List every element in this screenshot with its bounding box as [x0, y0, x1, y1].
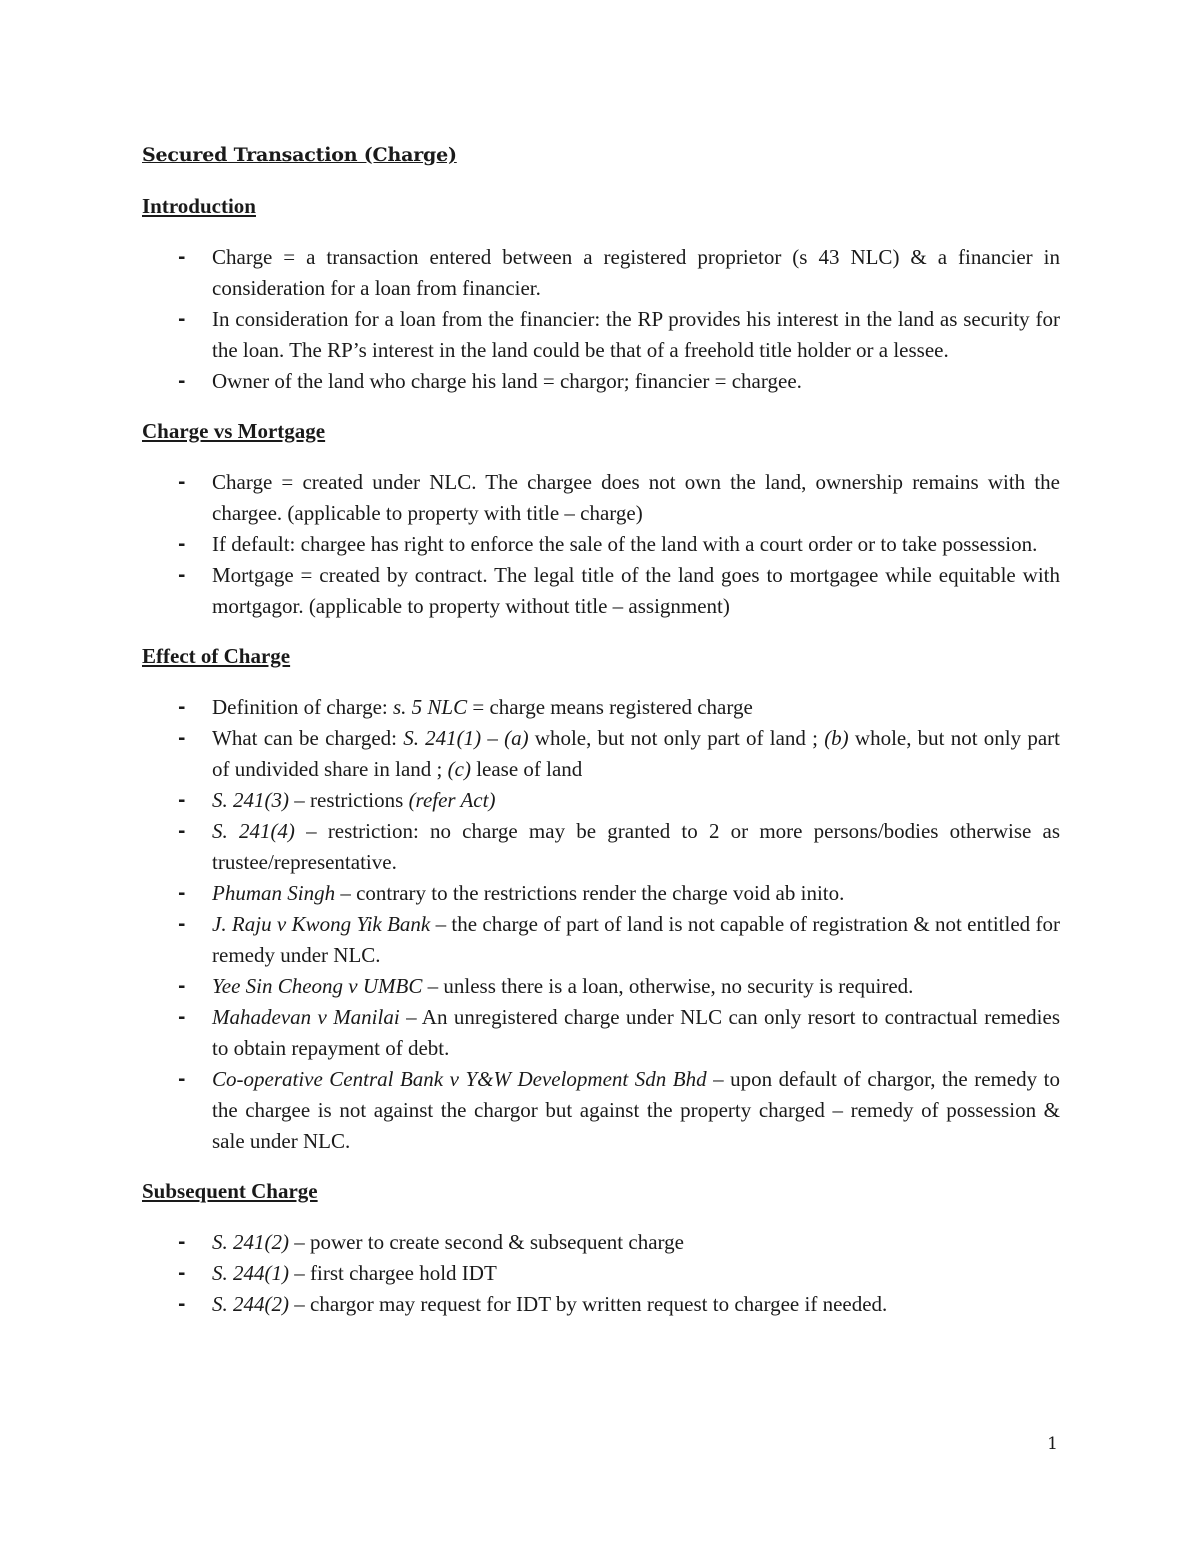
item-text: If default: chargee has right to enforce the sale of the land with a court order or to take possession.: [212, 532, 1038, 556]
item-text: – upon default of chargor, the remedy to the chargee is not against the chargor but against the property charged – remedy of possession & sale under NLC.: [212, 1067, 1061, 1153]
item-text: Charge = created under NLC. The chargee does not own the land, ownership remains with the chargee. (applicable to property with title – charge): [212, 470, 1060, 525]
list-item: [142, 529, 1060, 560]
bullet-list: [142, 1227, 1060, 1320]
item-text: – restrictions: [289, 788, 409, 812]
item-text: – unless there is a loan, otherwise, no security is required.: [422, 974, 914, 998]
bullet-dash-icon: -: [178, 247, 186, 268]
bullet-dash-icon: -: [178, 371, 186, 392]
page-number: 1: [1047, 1434, 1058, 1454]
item-text: Charge = a transaction entered between a registered proprietor (s 43 NLC) & a financier in consideration for a loan from financier.: [212, 245, 1060, 300]
list-item: [142, 1002, 1060, 1064]
bullet-dash-icon: -: [178, 883, 186, 904]
italic-reference: (refer Act): [408, 788, 496, 812]
section-heading: Subsequent Charge: [142, 1179, 318, 1203]
item-text: Definition of charge:: [212, 695, 393, 719]
bullet-dash-icon: -: [178, 1263, 186, 1284]
italic-reference: Mahadevan v Manilai: [212, 1005, 400, 1029]
bullet-dash-icon: -: [178, 565, 186, 586]
list-item: [142, 304, 1060, 366]
italic-reference: S. 241(1) – (a): [403, 726, 529, 750]
item-text: Mortgage = created by contract. The legal title of the land goes to mortgagee while equitable with mortgagor. (applicable to property without title – assignment): [212, 563, 1060, 618]
item-text: – contrary to the restrictions render the charge void ab inito.: [335, 881, 845, 905]
section-charge-vs-mortgage: [142, 416, 1060, 622]
list-item: [142, 366, 1060, 397]
list-item: [142, 1258, 1060, 1289]
list-item: [142, 467, 1060, 529]
bullet-dash-icon: -: [178, 790, 186, 811]
list-item: [142, 816, 1060, 878]
list-item: [142, 242, 1060, 304]
italic-reference: S. 244(1): [212, 1261, 289, 1285]
bullet-list: [142, 467, 1060, 622]
italic-reference: (b): [824, 726, 849, 750]
list-item: [142, 1227, 1060, 1258]
section-effect-of-charge: [142, 641, 1060, 1157]
item-text: – chargor may request for IDT by written request to chargee if needed.: [289, 1292, 888, 1316]
italic-reference: J. Raju v Kwong Yik Bank: [212, 912, 431, 936]
bullet-list: [142, 692, 1060, 1157]
bullet-dash-icon: -: [178, 472, 186, 493]
list-item: [142, 723, 1060, 785]
section-heading: Charge vs Mortgage: [142, 419, 326, 443]
item-text: – first chargee hold IDT: [289, 1261, 497, 1285]
item-text: In consideration for a loan from the financier: the RP provides his interest in the land as security for the loan. The RP’s interest in the land could be that of a freehold title holder or a lessee.: [212, 307, 1060, 362]
item-text: whole, but not only part of land ;: [528, 726, 825, 750]
document-title: Secured Transaction (Charge): [142, 144, 457, 166]
list-item: [142, 878, 1060, 909]
italic-reference: S. 241(2): [212, 1230, 289, 1254]
item-text: whole, but not only part of undivided share in land ;: [212, 726, 1060, 781]
list-item: [142, 560, 1060, 622]
bullet-dash-icon: -: [178, 1007, 186, 1028]
list-item: [142, 909, 1060, 971]
italic-reference: S. 241(4): [212, 819, 295, 843]
section-heading: Effect of Charge: [142, 644, 291, 668]
item-text: – An unregistered charge under NLC can only resort to contractual remedies to obtain repayment of debt.: [212, 1005, 1061, 1060]
item-text: What can be charged:: [212, 726, 404, 750]
italic-reference: Yee Sin Cheong v UMBC: [212, 974, 423, 998]
italic-reference: S. 244(2): [212, 1292, 289, 1316]
italic-reference: Phuman Singh: [212, 881, 336, 905]
section-subsequent-charge: [142, 1176, 1060, 1320]
bullet-dash-icon: -: [178, 534, 186, 555]
item-text: Owner of the land who charge his land = chargor; financier = chargee.: [212, 369, 802, 393]
item-text: lease of land: [470, 757, 583, 781]
item-text: – power to create second & subsequent charge: [289, 1230, 684, 1254]
list-item: [142, 1064, 1060, 1157]
list-item: [142, 692, 1060, 723]
bullet-dash-icon: -: [178, 697, 186, 718]
item-text: – the charge of part of land is not capable of registration & not entitled for remedy under NLC.: [212, 912, 1060, 967]
item-text: – restriction: no charge may be granted to 2 or more persons/bodies otherwise as trustee/representative.: [212, 819, 1060, 874]
section-heading: Introduction: [142, 194, 256, 218]
bullet-dash-icon: -: [178, 309, 186, 330]
list-item: [142, 785, 1060, 816]
italic-reference: (c): [447, 757, 471, 781]
bullet-dash-icon: -: [178, 1294, 186, 1315]
bullet-list: [142, 242, 1060, 397]
bullet-dash-icon: -: [178, 1232, 186, 1253]
list-item: [142, 971, 1060, 1002]
item-text: = charge means registered charge: [467, 695, 753, 719]
document-page: [142, 140, 1060, 1320]
italic-reference: s. 5 NLC: [392, 695, 468, 719]
list-item: [142, 1289, 1060, 1320]
bullet-dash-icon: -: [178, 914, 186, 935]
italic-reference: S. 241(3): [212, 788, 289, 812]
bullet-dash-icon: -: [178, 821, 186, 842]
italic-reference: Co-operative Central Bank v Y&W Development Sdn Bhd: [212, 1067, 707, 1091]
bullet-dash-icon: -: [178, 976, 186, 997]
bullet-dash-icon: -: [178, 1069, 186, 1090]
bullet-dash-icon: -: [178, 728, 186, 749]
section-introduction: [142, 191, 1060, 397]
